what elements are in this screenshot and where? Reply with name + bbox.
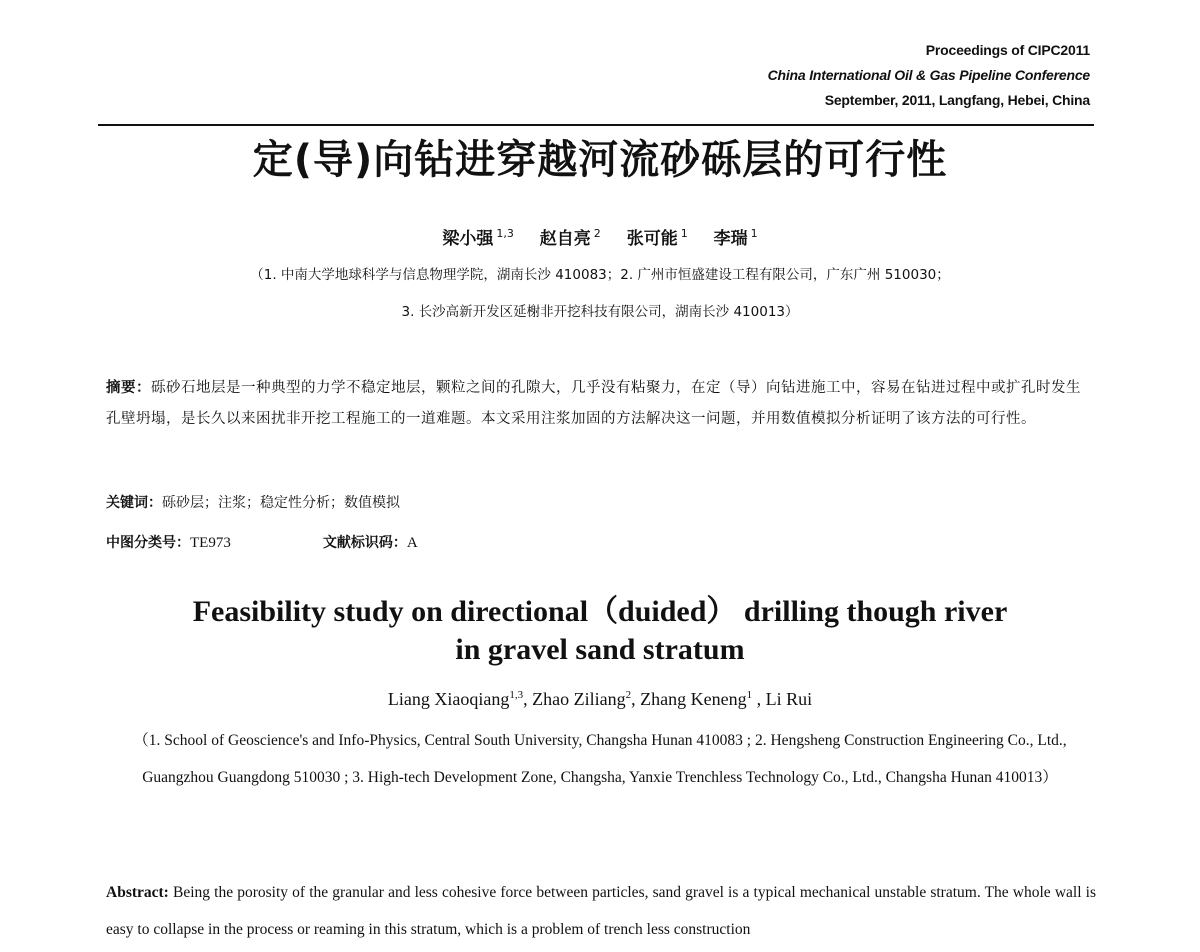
doc-code-value: A xyxy=(406,535,418,551)
doc-code-label: 文献标识码： xyxy=(322,535,407,551)
author-en: Liang Xiaoqiang$^{1,3}$, xyxy=(387,689,533,709)
conference-date-location: September, 2011, Langfang, Hebei, China xyxy=(824,92,1090,108)
header-rule xyxy=(98,124,1094,126)
author-cn: 赵自亮 $^2$ xyxy=(539,227,601,249)
affiliation-chinese-line2: 3. 长沙高新开发区延榭非开挖科技有限公司，湖南长沙 410013） xyxy=(401,304,799,320)
affiliation-chinese-line1: （1. 中南大学地球科学与信息物理学院，湖南长沙 410083；2. 广州市恒盛建设工程有限公司，广东广州 510030； xyxy=(250,267,950,283)
keywords-text: 砾砂层；注浆；稳定性分析；数值模拟 xyxy=(162,495,400,511)
authors-chinese xyxy=(0,222,1200,251)
affiliation-english: （1. School of Geoscience's and Info-Physics, Central South University, Changsha Hunan 410083 ; 2. Hengsheng Construction Engineering Co., Ltd., Guangzhou Guangdong 510030 ; 3. High-tech Development Zone, Changsha, Yanxie Trenchless Technology Co., Ltd., Changsha Hunan 410013） xyxy=(133,732,1067,786)
author-cn: 李瑞 $^1$ xyxy=(713,227,758,249)
keywords-label: 关键词： xyxy=(106,495,162,511)
title-english xyxy=(0,593,1200,669)
title-english-line2: in gravel sand stratum xyxy=(455,633,745,666)
author-en: Zhao Ziliang$^2$, xyxy=(532,689,641,709)
author-cn: 张可能 $^1$ xyxy=(626,227,688,249)
abstract-english xyxy=(106,874,1096,948)
proceedings-title: Proceedings of CIPC2011 xyxy=(925,42,1090,58)
classification-line xyxy=(106,532,418,554)
title-english-line1: Feasibility study on directional（duided） drilling though river xyxy=(192,595,1008,628)
abstract-chinese-text: 砾砂石地层是一种典型的力学不稳定地层，颗粒之间的孔隙大，几乎没有粘聚力，在定（导）向钻进施工中，容易在钻进过程中或扩孔时发生孔壁坍塌，是长久以来困扰非开挖工程施工的一道难题。本文采用注浆加固的方法解决这一问题，并用数值模拟分析证明了该方法的可行性。 xyxy=(106,380,1081,427)
conference-header xyxy=(768,38,1090,113)
title-chinese: 定(导)向钻进穿越河流砂砾层的可行性 xyxy=(252,137,948,183)
author-en: Zhang Keneng$^1$ , xyxy=(640,689,766,709)
clc-label: 中图分类号： xyxy=(106,535,190,551)
abstract-chinese xyxy=(106,373,1092,435)
abstract-english-text: Being the porosity of the granular and less cohesive force between particles, sand gravel is a typical mechanical unstable stratum. The whole wall is easy to collapse in the process or reaming in this stratum, which is a problem of trench less construction xyxy=(106,884,1096,938)
author-en: Li Rui xyxy=(765,689,813,709)
keywords-chinese xyxy=(106,492,400,514)
author-cn: 梁小强 $^{1,3}$ xyxy=(442,227,514,249)
abstract-english-label: Abstract: xyxy=(106,884,169,901)
authors-english xyxy=(0,683,1200,711)
conference-name: China International Oil & Gas Pipeline Conference xyxy=(767,67,1090,83)
clc-value: TE973 xyxy=(190,535,231,551)
abstract-chinese-label: 摘要： xyxy=(106,380,151,396)
